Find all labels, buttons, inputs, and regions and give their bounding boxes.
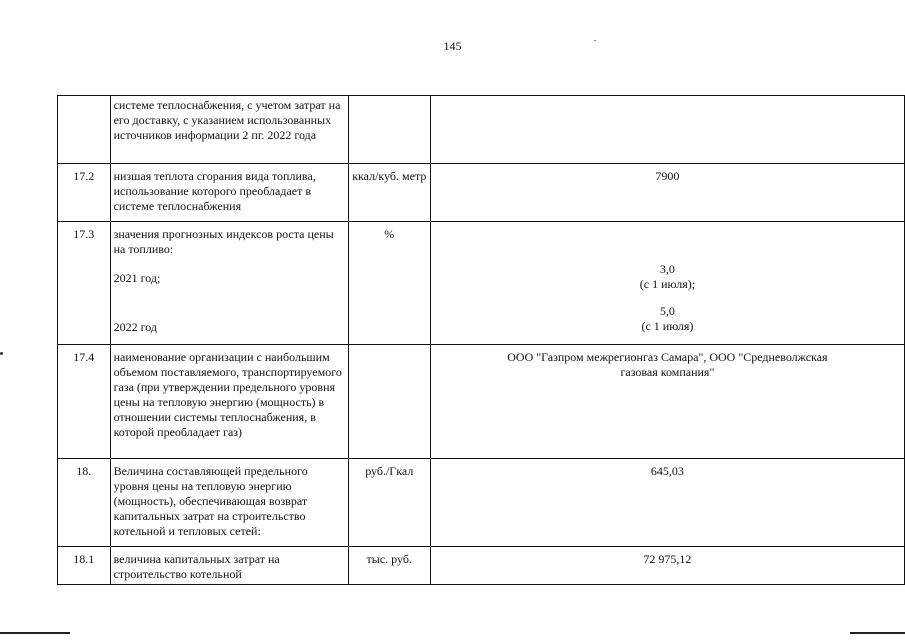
row-unit: тыс. руб. <box>348 547 430 585</box>
table-row <box>58 547 905 585</box>
table-row <box>58 459 905 547</box>
row-value: ООО "Газпром межрегионгаз Самара", ООО "Средневолжская газовая компания" <box>430 345 904 459</box>
row-unit <box>348 345 430 459</box>
scan-mark <box>0 352 3 355</box>
value-2022: 5,0 <box>659 304 675 318</box>
row-description <box>110 222 348 345</box>
row-number: 17.3 <box>58 222 111 345</box>
scan-edge-line <box>0 632 70 634</box>
row-unit: ккал/куб. метр <box>348 164 430 222</box>
row-description: системе теплоснабжения, с учетом затрат на его доставку, с указанием использованных источников информации 2 пг. 2022 года <box>110 96 348 164</box>
table-row <box>58 345 905 459</box>
sub-label-2021: 2021 год; <box>113 271 161 285</box>
tariff-table <box>57 95 905 585</box>
row-value: 645,03 <box>430 459 904 547</box>
row-value: 72 975,12 <box>430 547 904 585</box>
row-value: 7900 <box>430 164 904 222</box>
row-description: наименование организации с наибольшим объемом поставляемого, транспортируемого газа (при утверждении предельного уровня цены на тепловую энергию (мощность) в отношении системы теплоснабжения, в которой преобладает газ) <box>110 345 348 459</box>
table-row <box>58 96 905 164</box>
sub-label-2022: 2022 год <box>113 320 157 334</box>
row-number: 18.1 <box>58 547 111 585</box>
row-number <box>58 96 111 164</box>
scan-edge-line <box>850 632 905 634</box>
scan-dot <box>594 40 596 41</box>
table-row <box>58 222 905 345</box>
row-number: 18. <box>58 459 111 547</box>
value-2021: 3,0 <box>659 262 675 276</box>
row-unit <box>348 96 430 164</box>
value-2021-note: (с 1 июля); <box>639 277 696 291</box>
row-unit: % <box>348 222 430 345</box>
page-number: 145 <box>443 39 462 53</box>
row-number: 17.4 <box>58 345 111 459</box>
table-row <box>58 164 905 222</box>
row-unit: руб./Гкал <box>348 459 430 547</box>
row-description: величина капитальных затрат на строительство котельной <box>110 547 348 585</box>
row-description: низшая теплота сгорания вида топлива, использование которого преобладает в системе теплоснабжения <box>110 164 348 222</box>
row-value <box>430 96 904 164</box>
row-value <box>430 222 904 345</box>
row-number: 17.2 <box>58 164 111 222</box>
value-2022-note: (с 1 июля) <box>641 319 694 333</box>
desc-text: значения прогнозных индексов роста цены на топливо: <box>113 227 334 256</box>
row-description: Величина составляющей предельного уровня цены на тепловую энергию (мощность), обеспечивающая возврат капитальных затрат на строительство котельной и тепловых сетей: <box>110 459 348 547</box>
